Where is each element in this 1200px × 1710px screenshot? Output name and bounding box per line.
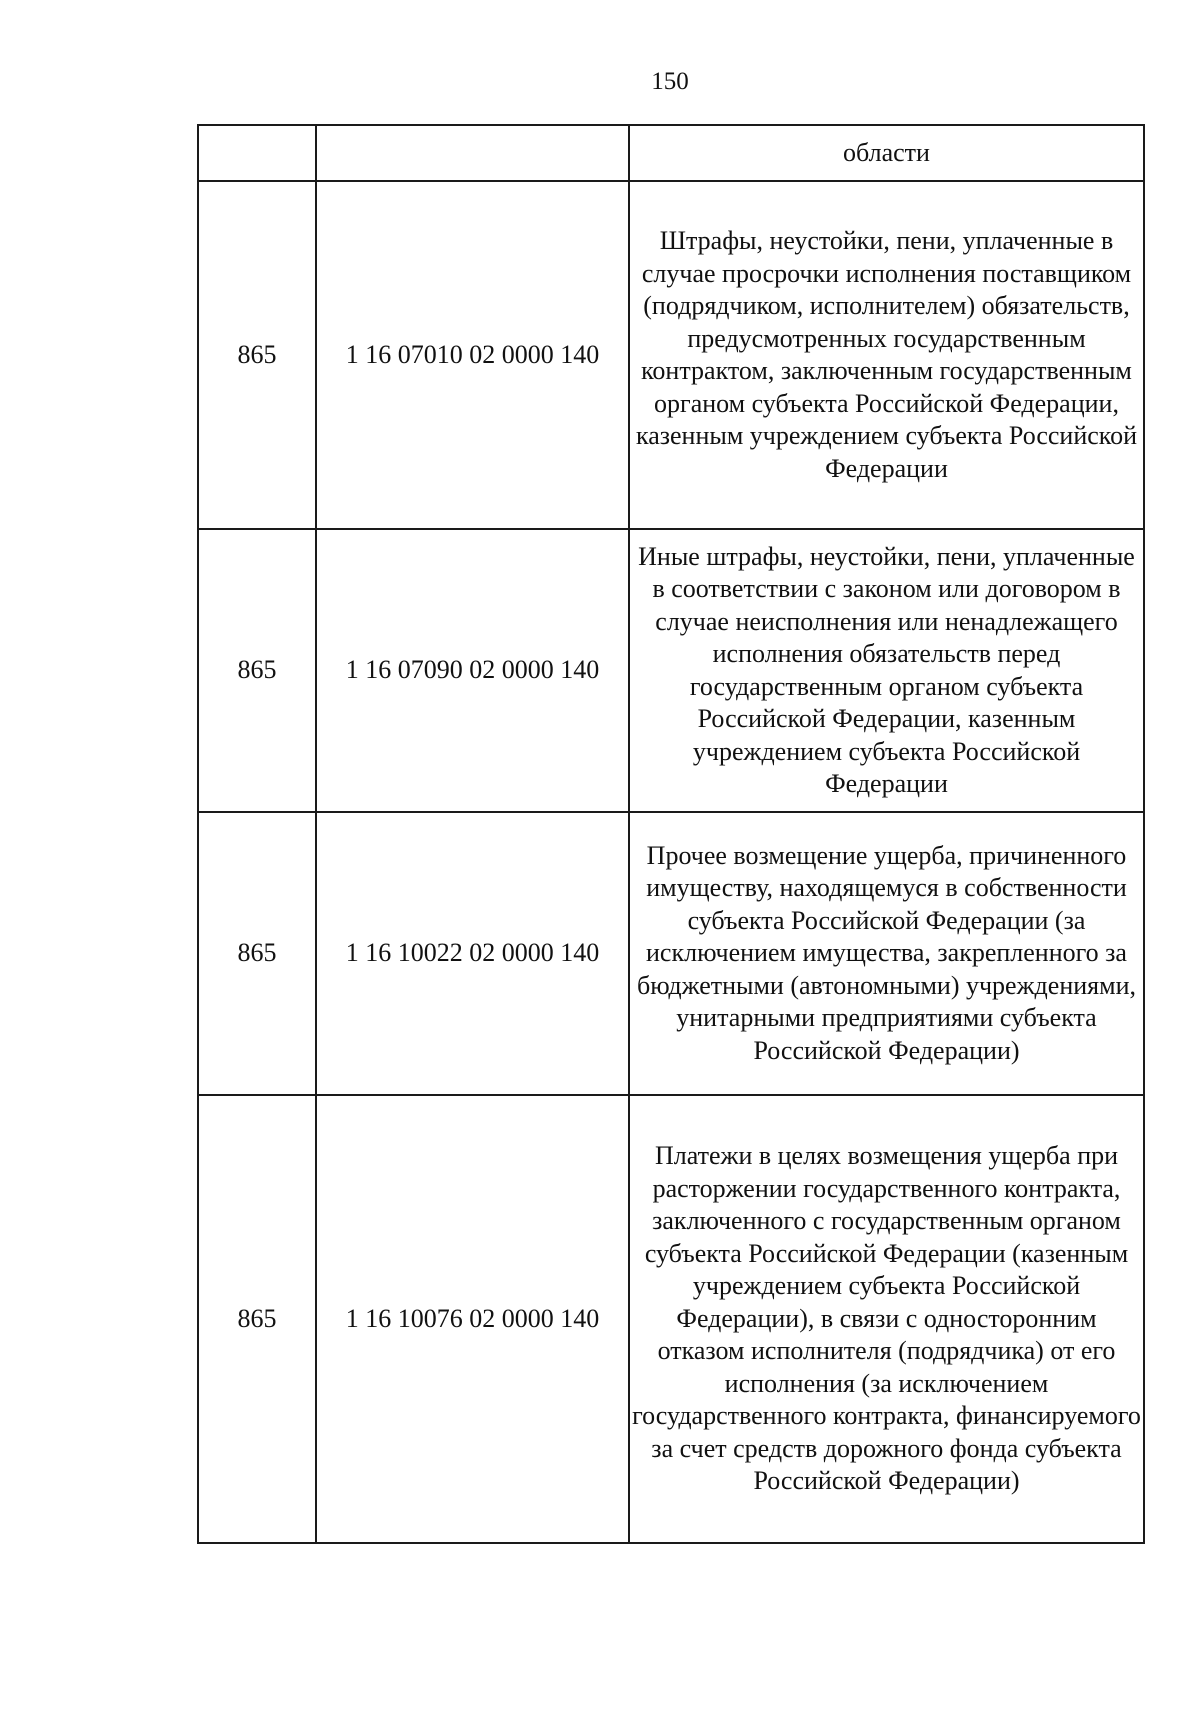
cell-description: Прочее возмещение ущерба, причиненного имуществу, находящемуся в собственности субъекта Российской Федерации (за исключением имущества, закрепленного за бюджетными (автономными) учреждениями, унитарными предприятиями субъекта Российской Федерации) — [629, 812, 1144, 1095]
table-row — [198, 812, 1144, 1095]
table-row — [198, 181, 1144, 529]
cell-description: Штрафы, неустойки, пени, уплаченные в случае просрочки исполнения поставщиком (подрядчиком, исполнителем) обязательств, предусмотренных государственным контрактом, заключенным государственным органом субъекта Российской Федерации, казенным учреждением субъекта Российской Федерации — [629, 181, 1144, 529]
table-row — [198, 1095, 1144, 1543]
cell-kbk: 1 16 07010 02 0000 140 — [316, 181, 629, 529]
cell-description: Иные штрафы, неустойки, пени, уплаченные в соответствии с законом или договором в случае неисполнения или ненадлежащего исполнения обязательств перед государственным органом субъекта Российской Федерации, казенным учреждением субъекта Российской Федерации — [629, 529, 1144, 812]
cell-description: Платежи в целях возмещения ущерба при расторжении государственного контракта, заключенного с государственным органом субъекта Российской Федерации (казенным учреждением субъекта Российской Федерации), в связи с односторонним отказом исполнителя (подрядчика) от его исполнения (за исключением государственного контракта, финансируемого за счет средств дорожного фонда субъекта Российской Федерации) — [629, 1095, 1144, 1543]
cell-kbk: 1 16 10022 02 0000 140 — [316, 812, 629, 1095]
page-number: 150 — [651, 68, 689, 95]
cell-admin-code — [198, 125, 316, 181]
table-row-continuation — [198, 125, 1144, 181]
cell-kbk: 1 16 10076 02 0000 140 — [316, 1095, 629, 1543]
cell-admin-code: 865 — [198, 812, 316, 1095]
cell-kbk — [316, 125, 629, 181]
cell-admin-code: 865 — [198, 181, 316, 529]
budget-codes-table — [197, 124, 1145, 1544]
cell-description: области — [629, 125, 1144, 181]
cell-admin-code: 865 — [198, 1095, 316, 1543]
cell-admin-code: 865 — [198, 529, 316, 812]
table-row — [198, 529, 1144, 812]
cell-kbk: 1 16 07090 02 0000 140 — [316, 529, 629, 812]
